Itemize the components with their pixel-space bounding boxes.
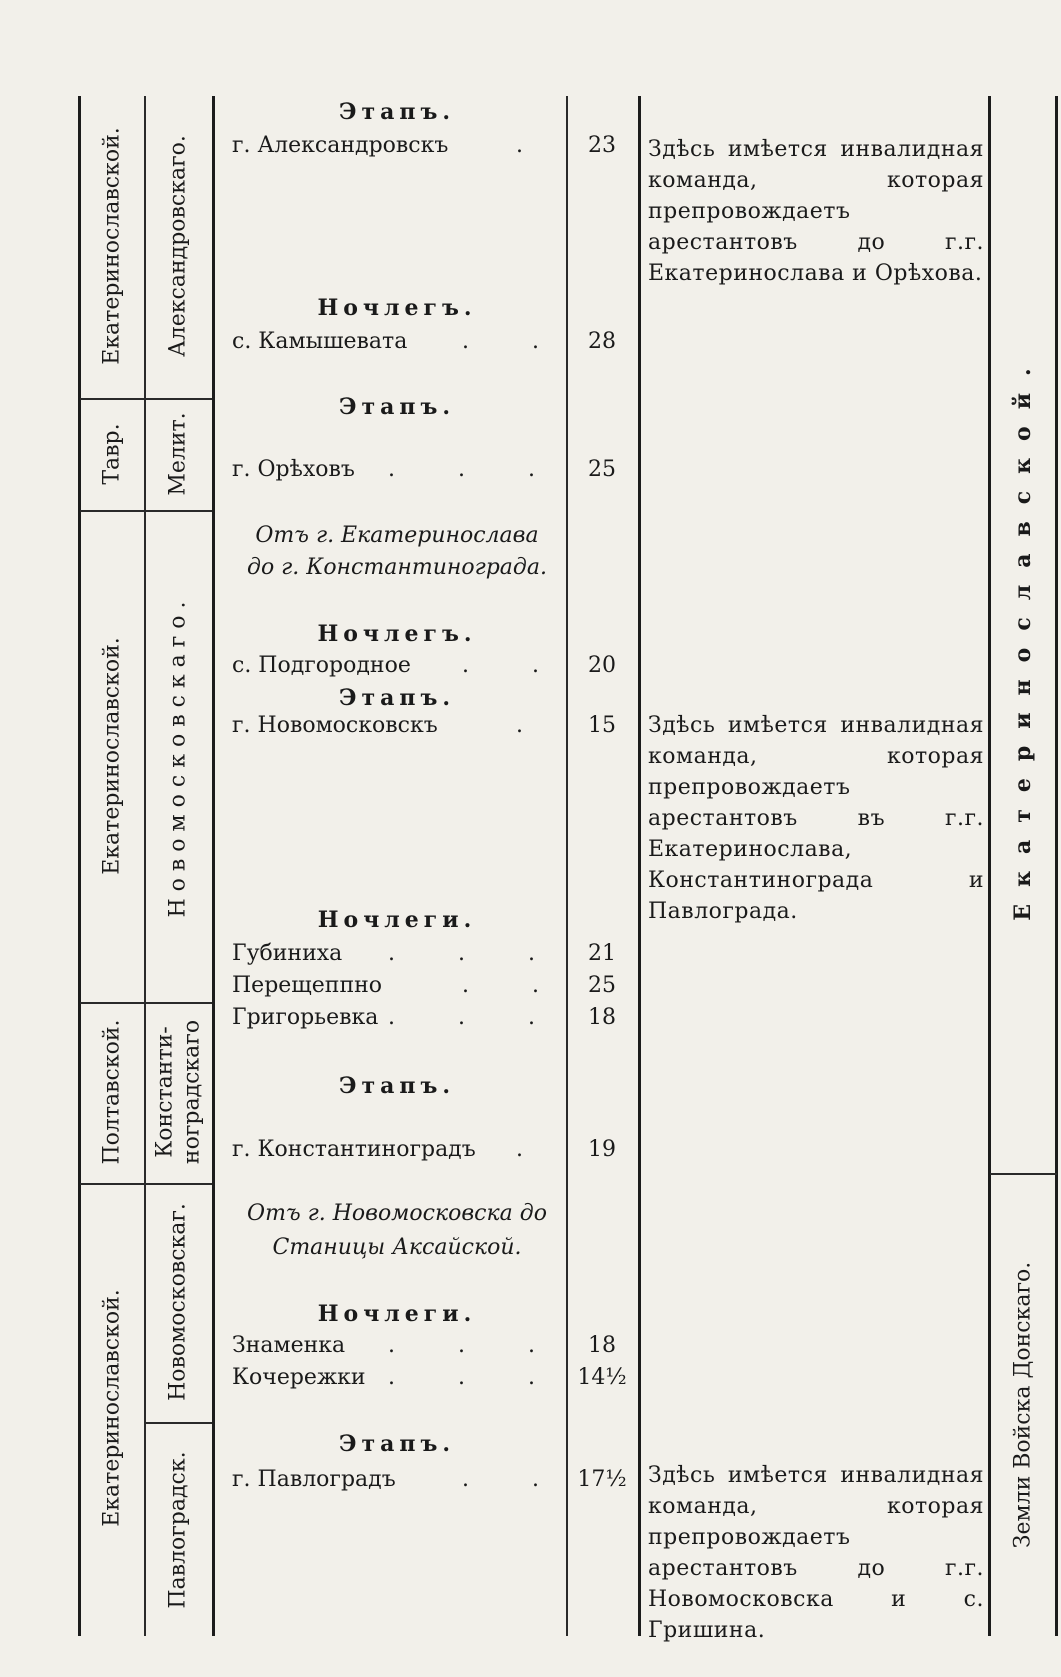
rule-col1-left (78, 96, 81, 1636)
sep-col2-2 (146, 510, 212, 512)
distance-value: 20 (588, 653, 616, 678)
rule-dist-right (638, 96, 641, 1636)
sep-col2-5 (146, 1422, 212, 1424)
rule-note-right (988, 96, 991, 1636)
distance-value: 25 (588, 457, 616, 482)
distance-value: 14½ (577, 1365, 627, 1390)
distance-value: 21 (588, 941, 616, 966)
station-name: г. Новомосковскъ (232, 713, 438, 738)
leader-dots: . . . (388, 1005, 563, 1030)
stage-heading: Этапъ. (338, 99, 456, 125)
station-name: Григорьевка (232, 1005, 379, 1030)
district-label: Павлоградск. (165, 1451, 191, 1609)
leader-dots: . . . (388, 457, 563, 482)
stage-heading: Этапъ. (338, 1073, 456, 1099)
station-name: Губиниха (232, 941, 343, 966)
distance-value: 15 (588, 713, 616, 738)
leader-dots: . . (462, 653, 567, 678)
leader-dots: . . (462, 973, 567, 998)
distance-value: 19 (588, 1137, 616, 1162)
station-name: Кочережки (232, 1365, 366, 1390)
stage-heading: Ночлеги. (317, 907, 477, 933)
leader-dots: . (516, 133, 551, 158)
sep-col1-4 (80, 1183, 146, 1185)
leader-dots: . . . (388, 941, 563, 966)
note-text: Здѣсь имѣется инвалидная команда, которая препровождаетъ арестантовъ до г.г. Екатеринослава и Орѣхова. (648, 137, 984, 286)
sep-right-1 (990, 1173, 1057, 1175)
province-label: Тавр. (99, 423, 125, 485)
distance-value: 18 (588, 1333, 616, 1358)
stage-heading: Ночлегъ. (317, 295, 477, 321)
sep-col2-4 (146, 1183, 212, 1185)
station-name: с. Подгородное (232, 653, 411, 678)
stage-heading: Ночлегъ. (317, 621, 477, 647)
rule-outer-right (1055, 96, 1058, 1636)
rule-col2-right (212, 96, 215, 1636)
sep-col1-1 (80, 398, 146, 400)
leader-dots: . (516, 1137, 551, 1162)
station-name: г. Орѣховъ (232, 457, 355, 482)
leader-dots: . . (462, 329, 567, 354)
distance-value: 25 (588, 973, 616, 998)
destination-label: Екатеринославской. (1010, 351, 1036, 921)
province-label: Екатеринославской. (99, 637, 125, 875)
distance-value: 23 (588, 133, 616, 158)
sep-col2-1 (146, 398, 212, 400)
distance-value: 18 (588, 1005, 616, 1030)
stage-heading: Этапъ. (338, 394, 456, 420)
sep-col1-2 (80, 510, 146, 512)
note-text: Здѣсь имѣется инвалидная команда, которая препровождаетъ арестантовъ въ г.г. Екатеринослава, Константинограда и Павлограда. (648, 713, 984, 924)
rule-col1-right (144, 96, 146, 1636)
station-name: Знаменка (232, 1333, 346, 1358)
sep-col2-3 (146, 1002, 212, 1004)
station-name: с. Камышевата (232, 329, 408, 354)
province-label: Екатеринославской. (99, 127, 125, 365)
leader-dots: . . . (388, 1365, 563, 1390)
station-name: г. Константиноградъ (232, 1137, 476, 1162)
district-label: ноградскаго (179, 1019, 205, 1165)
route-heading: Станицы Аксайской. (272, 1235, 522, 1260)
leader-dots: . (516, 713, 551, 738)
province-label: Екатеринославской. (99, 1289, 125, 1527)
district-label: Мелит. (165, 412, 191, 496)
note-text: Здѣсь имѣется инвалидная команда, которая препровождаетъ арестантовъ до г.г. Новомосковска и с. Гришина. (648, 1463, 984, 1643)
station-name: г. Павлоградъ (232, 1467, 396, 1492)
stage-heading: Этапъ. (338, 1431, 456, 1457)
distance-value: 28 (588, 329, 616, 354)
district-label: Новомосковскаго. (165, 594, 191, 918)
sep-col1-3 (80, 1002, 146, 1004)
stage-heading: Ночлеги. (317, 1301, 477, 1327)
district-label: Новомосковскаг. (165, 1203, 191, 1401)
distance-value: 17½ (577, 1467, 627, 1492)
rule-dist-left (566, 96, 568, 1636)
stage-heading: Этапъ. (338, 685, 456, 711)
leader-dots: . . . (388, 1333, 563, 1358)
district-label: Александровскаго. (165, 135, 191, 357)
route-heading: Отъ г. Екатеринослава (255, 523, 539, 548)
province-label: Полтавской. (99, 1019, 125, 1165)
route-heading: Отъ г. Новомосковска до (247, 1201, 547, 1226)
route-heading: до г. Константинограда. (247, 555, 547, 580)
district-label: Константи- (152, 1026, 178, 1158)
station-name: Перещеппно (232, 973, 383, 998)
leader-dots: . . (462, 1467, 567, 1492)
station-name: г. Александровскъ (232, 133, 449, 158)
destination-label: Земли Войска Донскаго. (1010, 1261, 1036, 1549)
